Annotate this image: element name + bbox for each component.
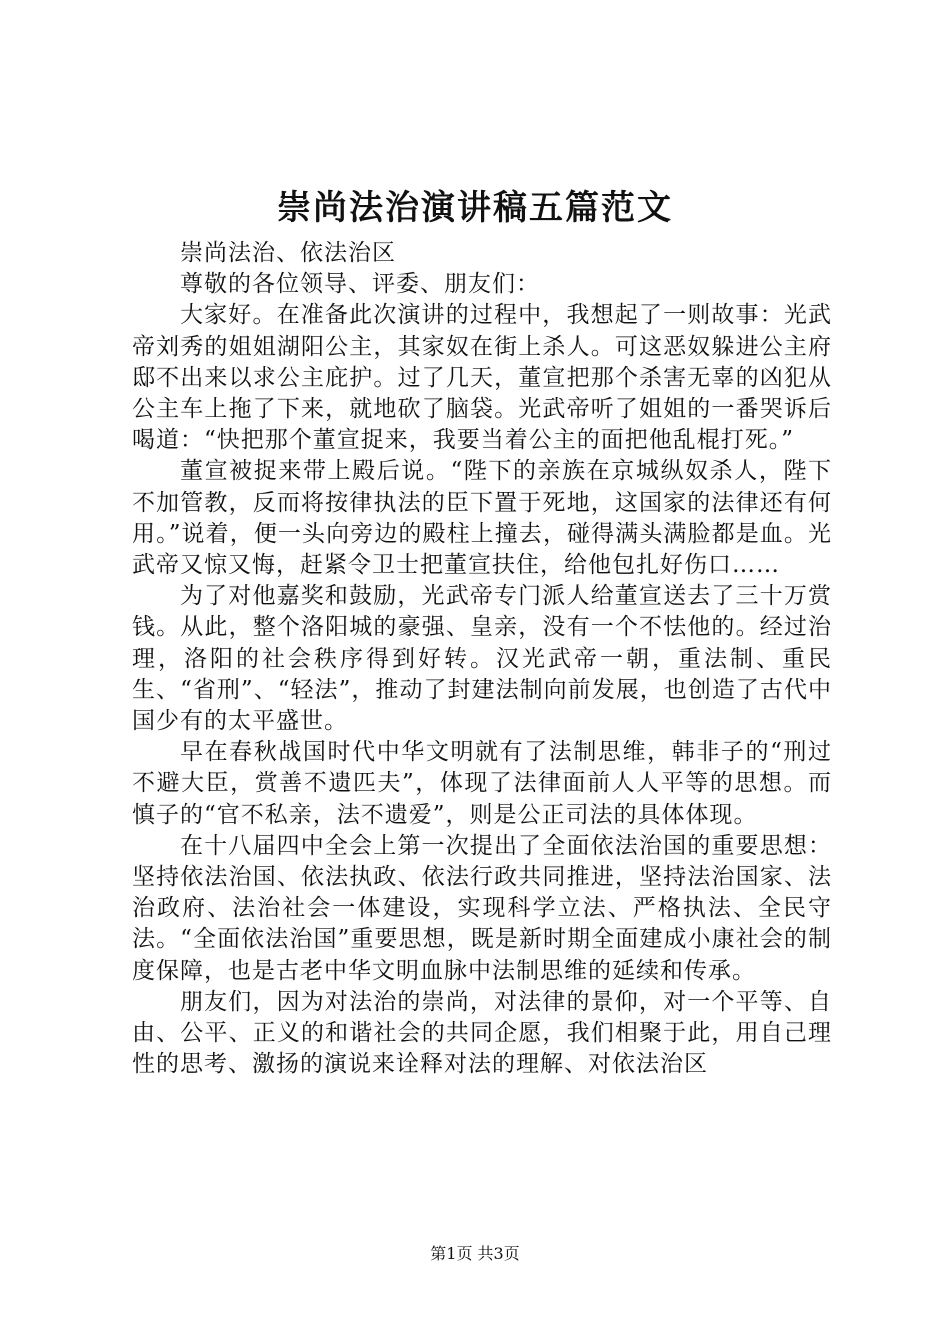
body-paragraph: 在十八届四中全会上第一次提出了全面依法治国的重要思想：坚持依法治国、依法执政、依法行政共同推进，坚持法治国家、法治政府、法治社会一体建设，实现科学立法、严格执法、全民守法。“全面依法治国”重要思想，既是新时期全面建成小康社会的制度保障，也是古老中华文明血脉中法制思维的延续和传承。	[132, 832, 832, 984]
body-paragraph: 朋友们，因为对法治的崇尚，对法律的景仰，对一个平等、自由、公平、正义的和谐社会的共同企愿，我们相聚于此，用自己理性的思考、激扬的演说来诠释对法的理解、对依法治区	[132, 988, 832, 1078]
body-paragraph: 为了对他嘉奖和鼓励，光武帝专门派人给董宣送去了三十万赏钱。从此，整个洛阳城的豪强、皇亲，没有一个不怯他的。经过治理，洛阳的社会秩序得到好转。汉光武帝一朝，重法制、重民生、“省刑”、“轻法”，推动了封建法制向前发展，也创造了古代中国少有的太平盛世。	[132, 583, 832, 735]
page-number-footer: 第1页 共3页	[430, 1244, 520, 1263]
body-paragraph: 大家好。在准备此次演讲的过程中，我想起了一则故事：光武帝刘秀的姐姐湖阳公主，其家奴在街上杀人。可这恶奴躲进公主府邸不出来以求公主庇护。过了几天，董宣把那个杀害无辜的凶犯从公主车上拖了下来，就地砍了脑袋。光武帝听了姐姐的一番哭诉后喝道：“快把那个董宣捉来，我要当着公主的面把他乱棍打死。”	[132, 302, 832, 454]
subtitle-paragraph: 崇尚法治、依法治区	[180, 240, 396, 266]
body-paragraph: 早在春秋战国时代中华文明就有了法制思维，韩非子的“刑过不避大臣，赏善不遗匹夫”，体现了法律面前人人平等的思想。而慎子的“官不私亲，法不遗爱”，则是公正司法的具体体现。	[132, 739, 832, 828]
body-paragraph: 董宣被捉来带上殿后说。“陛下的亲族在京城纵奴杀人，陛下不加管教，反而将按律执法的臣下置于死地，这国家的法律还有何用。”说着，便一头向旁边的殿柱上撞去，碰得满头满脸都是血。光武帝又惊又悔，赶紧令卫士把董宣扶住，给他包扎好伤口……	[132, 458, 832, 579]
document-body	[132, 238, 832, 1080]
document-title: 崇尚法治演讲稿五篇范文	[277, 188, 673, 228]
salutation-paragraph: 尊敬的各位领导、评委、朋友们：	[180, 271, 540, 298]
